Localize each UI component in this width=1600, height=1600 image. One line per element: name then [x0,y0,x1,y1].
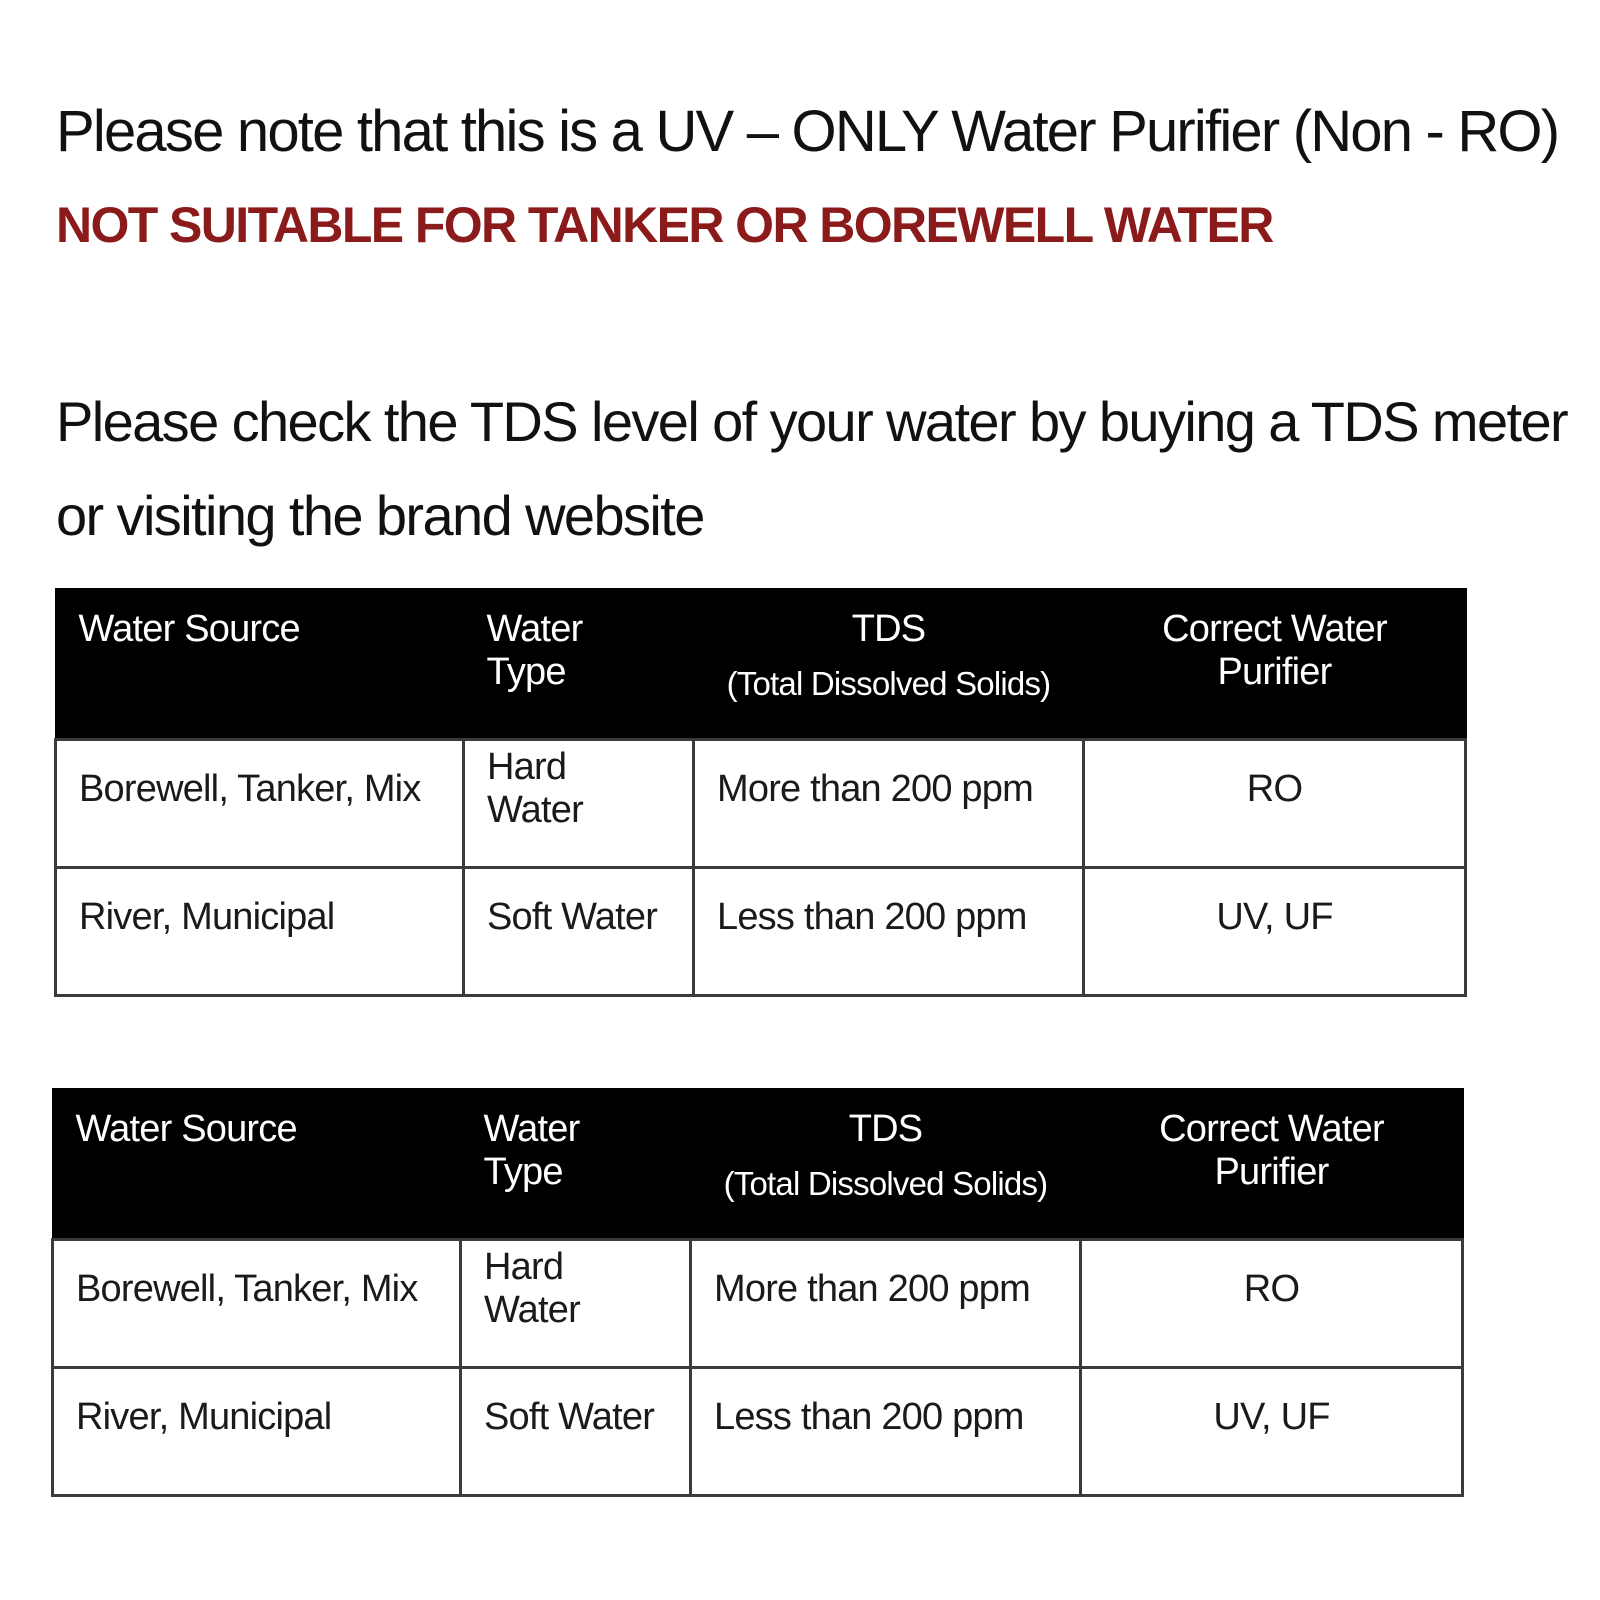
cell-water-type: Hard Water [461,1239,691,1367]
cell-tds: Less than 200 ppm [694,867,1084,995]
cell-water-source: River, Municipal [53,1367,461,1495]
page-title: Please note that this is a UV – ONLY Water Purifier (Non - RO) [56,99,1559,164]
header-tds [694,589,1084,739]
header-tds [691,1089,1081,1239]
cell-tds: Less than 200 ppm [691,1367,1081,1495]
header-tds-sublabel: (Total Dissolved Solids) [723,1165,1048,1202]
cell-water-type: Soft Water [464,867,694,995]
cell-purifier: UV, UF [1084,867,1466,995]
cell-tds: More than 200 ppm [691,1239,1081,1367]
header-correct-purifier: Correct Water Purifier [1081,1089,1463,1239]
header-water-source: Water Source [56,589,464,739]
cell-purifier: UV, UF [1081,1367,1463,1495]
header-tds-label: TDS [848,1108,923,1150]
header-water-type: Water Type [461,1089,691,1239]
cell-purifier: RO [1084,739,1466,867]
table-header-row [53,1089,1463,1239]
cell-water-source: Borewell, Tanker, Mix [53,1239,461,1367]
table-row [53,1239,1463,1367]
cell-water-source: Borewell, Tanker, Mix [56,739,464,867]
table-row [56,867,1466,995]
header-tds-label: TDS [851,608,926,650]
header-water-type: Water Type [464,589,694,739]
header-water-source: Water Source [53,1089,461,1239]
header-correct-purifier: Correct Water Purifier [1084,589,1466,739]
cell-water-type: Hard Water [464,739,694,867]
table-header-row [56,589,1466,739]
table-row [53,1367,1463,1495]
cell-tds: More than 200 ppm [694,739,1084,867]
warning-text: NOT SUITABLE FOR TANKER OR BOREWELL WATER [56,197,1273,253]
cell-purifier: RO [1081,1239,1463,1367]
tds-table [51,1088,1464,1497]
table-row [56,739,1466,867]
header-tds-sublabel: (Total Dissolved Solids) [726,665,1051,702]
cell-water-source: River, Municipal [56,867,464,995]
cell-water-type: Soft Water [461,1367,691,1495]
instruction-text: Please check the TDS level of your water by buying a TDS meter or visiting the brand website [56,390,1568,547]
tds-table [54,588,1467,997]
